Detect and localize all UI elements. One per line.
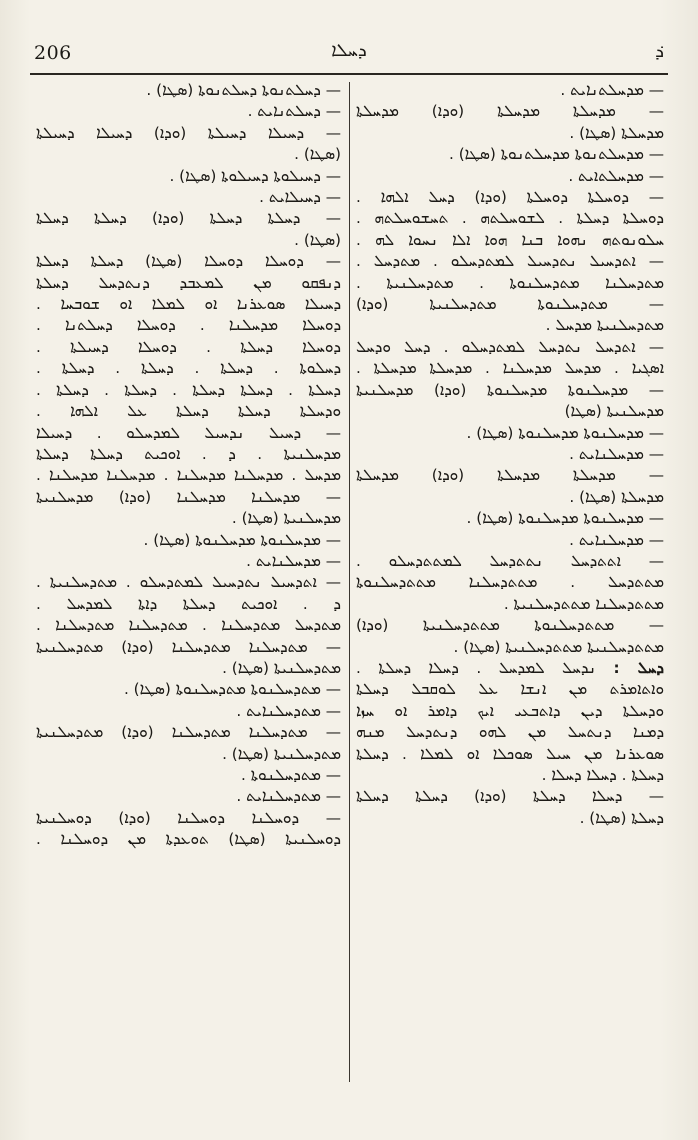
dictionary-line: ܡܕܚܠܢܝܬܐ (ܣܛܐ): [564, 402, 664, 421]
dictionary-line: — ܡܬܕܚܠܢܐ ܡܬܕܚܠܢܐ (ܘܕܐ) ܡܬܕܚܠܢܝܬܐ: [36, 723, 341, 742]
dictionary-line: ܕܡܢܐ ܕܢܬܚܠ ܡܢ ܠܗܘ ܕܢܬܕܚܠ ܡܢܗ: [356, 723, 664, 742]
dictionary-line: — ܐܬܕܚܠ ܢܬܕܚܠ ܠܡܬܕܚܠܘ . ܕܚܠ ܘܕܚܠ: [356, 337, 664, 356]
dictionary-line: — ܕܚܝܠ ܢܕܚܝܠ ܠܡܕܚܠܘ . ܕܚܝܠܐ: [36, 423, 341, 442]
dictionary-line: — ܡܕܚܠܢܘܬܐ ܡܕܚܠܢܘܬܐ (ܘܕܐ) ܡܕܚܠܢܝܬܐ: [356, 380, 664, 399]
dictionary-line: — ܡܬܕܚܠܢܐܝܬ .: [236, 787, 341, 806]
page-header: [30, 38, 668, 70]
dictionary-line: ܡܬܕܚܠܢܐ ܡܬܕܚܠܢܘܬܐ . ܡܬܕܚܠܢܝܬܐ .: [356, 273, 664, 292]
running-head: ܕܚܠܐ: [331, 40, 367, 61]
left-column: [36, 80, 341, 1104]
dictionary-line: — ܕܘܚܠܐ ܕܘܚܠܐ (ܣܛܐ) ܕܚܠܬܐ ܕܚܠܬܐ: [36, 252, 341, 271]
dictionary-line: — ܡܬܬܕܚܠܢܘܬܐ ܡܬܬܕܚܠܢܝܬܐ (ܘܕܐ): [356, 616, 664, 635]
dictionary-line: ܕܘܚܠܢܝܬܐ (ܣܛܐ) ܬܘܥܕܬܐ ܡܢ ܕܘܚܠܢܐ .: [36, 830, 341, 849]
dictionary-line: ܡܕܚܠܢܝܬܐ (ܣܛܐ) .: [231, 509, 341, 528]
dictionary-line: ܚܠܘܢܘܬܗ ܢܗܘܐ ܒܢܐ ܗܘܐ ܐܠܐ ܢܚܘܐ ܠܗ .: [356, 230, 664, 249]
dictionary-line: — ܕܚܠܬܐ ܕܚܠܬܐ (ܘܕܐ) ܕܚܠܬܐ ܕܚܠܬܐ: [36, 209, 341, 228]
dictionary-line: — ܡܕܚܠܢܐ ܡܕܚܠܢܐ (ܘܕܐ) ܡܕܚܠܢܝܬܐ: [36, 487, 341, 506]
dictionary-line: ܕܚܠܬܐ . ܕܚܠܬܐ ܕܚܠܬܐ . ܕܚܠܬܐ . ܕܚܠܬܐ .: [36, 380, 341, 399]
dictionary-line: — ܡܕܚܠܢܐܝܬ .: [569, 444, 664, 463]
dictionary-line: ܡܬܕܚܠܢܝܬܐ ܡܕܚܠ .: [545, 316, 664, 335]
dictionary-line: ܡܬܕܚܠ ܡܬܕܚܠܢܐ . ܡܬܕܚܠܢܐ ܡܬܕܚܠܢܐ .: [36, 616, 341, 635]
dictionary-line: — ܡܕܚܠܬܢܘܬܐ ܡܕܚܠܬܢܘܬܐ (ܣܛܐ) .: [448, 145, 664, 164]
dictionary-line: — ܕܚܝܠܘܬܐ ܕܚܝܠܘܬܐ (ܣܛܐ) .: [169, 166, 341, 185]
dictionary-line: — ܡܬܕܚܠܢܐ ܡܬܕܚܠܢܐ (ܘܕܐ) ܡܬܕܚܠܢܝܬܐ: [36, 637, 341, 656]
dictionary-line: ܕܢܦܩܘ ܡܢ ܠܡܥܒܕ ܕܢܬܕܚܠ ܕܚܠܬܐ: [36, 273, 341, 292]
dictionary-line: — ܕܚܠܬܢܐܝܬ .: [247, 102, 341, 121]
dictionary-line: — ܐܬܕܚܝܠ ܢܬܕܚܝܠ ܠܡܬܕܚܠܘ . ܡܬܕܚܠ .: [356, 252, 664, 271]
dictionary-line: — ܕܚܝܠܐ ܕܚܝܠܬܐ (ܘܕܐ) ܕܚܝܠܐ ܕܚܝܠܬܐ: [36, 123, 341, 142]
dictionary-line: (ܣܛܐ) .: [294, 145, 341, 164]
column-divider: [349, 82, 350, 1082]
dictionary-line: ܡܬܕܚܠܢܝܬܐ (ܣܛܐ) .: [222, 744, 341, 763]
dictionary-line: ܕܚܠܬܐ . ܕܚܠܐ ܕܚܠܐ .: [541, 766, 664, 784]
dictionary-line: ܕܘܚܠܐ ܕܚܠܬܐ . ܕܘܚܠܐ ܕܚܝܠܬܐ .: [36, 337, 341, 356]
dictionary-line: — ܐܬܬܕܚܠ ܢܬܬܕܚܠ ܠܡܬܬܕܚܠܘ .: [356, 551, 664, 570]
dictionary-line: ܕܚܠܘܬܐ . ܕܚܠܬܐ . ܕܚܠܬܐ . ܕܚܠܬܐ .: [36, 359, 341, 378]
dictionary-line: — ܡܕܚܠܢܐܝܬ .: [246, 551, 341, 570]
page-number: 206: [34, 42, 72, 64]
dictionary-line: ܡܬܬܕܚܠܢܝܬܐ ܡܬܬܕܚܠܢܝܬܐ (ܣܛܐ) .: [453, 637, 664, 656]
dictionary-line: ܘܕܚܠܬܐ ܕܚܠܬܐ ܕܚܠܬܐ ܥܠ ܐܠܗܐ .: [36, 402, 341, 421]
dictionary-line: ܕܚܠܬܐ (ܣܛܐ) .: [579, 808, 664, 827]
dictionary-line: ܕܘܚܠܐ ܡܕܚܠܢܐ . ܕܘܚܠܐ ܕܚܠܬܢܐ .: [36, 316, 341, 335]
dictionary-line: — ܡܕܚܠܢܘܬܐ ܡܕܚܠܢܘܬܐ (ܣܛܐ) .: [466, 423, 664, 442]
dictionary-line: — ܡܕܚܠܬܐܝܬ .: [568, 166, 664, 185]
dictionary-line: — ܕܚܝܠܐܝܬ .: [259, 188, 341, 207]
dictionary-line: — ܡܬܕܚܠܢܘܬܐ ܡܬܕܚܠܢܘܬܐ (ܣܛܐ) .: [123, 680, 341, 699]
dictionary-line: — ܕܚܠܐ ܕܚܠܬܐ (ܘܕܐ) ܕܚܠܬܐ ܕܚܠܬܐ: [356, 787, 664, 806]
dictionary-line: ܡܕܚܠ . ܡܕܚܠܢܐ ܡܕܚܠܢܐ . ܡܕܚܠܢܐ ܡܕܚܠܢܐ .: [36, 466, 341, 485]
dictionary-line: ܡܕܚܠܬܐ (ܣܛܐ) .: [569, 123, 664, 142]
headword: ܕܚܠ :: [613, 658, 664, 677]
dictionary-line: ܐܣܓܝܐ . ܡܕܚܠ ܡܕܚܠܢܐ . ܡܕܚܠܬܐ ܡܕܚܠܬܐ .: [356, 359, 664, 378]
dictionary-line: ܕܚܠ : ܢܕܚܠ ܠܡܕܚܠ . ܕܚܠܐ ܕܚܠܬܐ .: [356, 658, 664, 677]
dictionary-line: ܡܕܚܠܢܝܬܐ . ܕ . ܐܘܟܝܬ ܕܚܠܬܐ ܕܚܠܬܐ: [36, 444, 341, 463]
dictionary-line: — ܡܬܕܚܠܢܐܝܬ .: [236, 701, 341, 720]
dictionary-line: — ܕܘܚܠܢܐ ܕܘܚܠܢܐ (ܘܕܐ) ܕܘܚܠܢܝܬܐ: [36, 808, 341, 827]
dictionary-line: — ܡܕܚܠܬܐ ܡܕܚܠܬܐ (ܘܕܐ) ܡܕܚܠܬܐ: [356, 102, 664, 121]
dictionary-line: — ܐܬܕܚܝܠ ܢܬܕܚܝܠ ܠܡܬܕܚܠܘ . ܡܬܕܚܠܢܝܬܐ .: [36, 573, 341, 592]
dictionary-line: ܕܚܝܠܐ ܣܘܥܪܢܐ ܐܘ ܠܡܠܐ ܐܘ ܫܘܒܚܐ .: [36, 295, 341, 314]
section-letter: ܕ݁: [655, 41, 664, 62]
dictionary-line: ܕ . ܐܘܟܝܬ ܕܚܠܬܐ ܕܐܬܐ ܠܡܕܚܠ .: [36, 594, 341, 613]
dictionary-line: — ܡܕܚܠܢܘܬܐ ܡܕܚܠܢܘܬܐ (ܣܛܐ) .: [143, 530, 341, 549]
dictionary-line: ܘܐܬܐܡܪܬ ܡܢ ܐܢܫܐ ܥܠ ܠܘܩܒܠ ܕܚܠܬܐ: [356, 680, 664, 699]
dictionary-line: ܡܕܚܠܬܐ (ܣܛܐ) .: [569, 487, 664, 506]
dictionary-line: — ܕܘܚܠܬܐ ܕܘܚܠܬܐ (ܘܕܐ) ܕܚܠ ܐܠܗܐ .: [356, 188, 664, 207]
dictionary-line: ܡܬܕܚܠܢܝܬܐ (ܣܛܐ) .: [222, 658, 341, 677]
dictionary-line: ܡܬܬܕܚܠ . ܡܬܬܕܚܠܢܐ ܡܬܬܕܚܠܢܘܬܐ: [356, 573, 664, 592]
dictionary-line: ܡܬܬܕܚܠܢܐ ܡܬܬܕܚܠܢܝܬܐ .: [503, 594, 664, 613]
dictionary-line: (ܣܛܐ) .: [294, 230, 341, 249]
dictionary-line: — ܡܕܚܠܢܘܬܐ ܡܕܚܠܢܘܬܐ (ܣܛܐ) .: [466, 509, 664, 528]
header-rule: [30, 73, 668, 75]
dictionary-line: — ܕܚܠܬܢܘܬܐ ܕܚܠܬܢܘܬܐ (ܣܛܐ) .: [146, 81, 341, 99]
right-column: [356, 80, 664, 1104]
dictionary-line: — ܡܕܚܠܬܐ ܡܕܚܠܬܐ (ܘܕܐ) ܡܕܚܠܬܐ: [356, 466, 664, 485]
dictionary-line: ܕܘܚܠܬܐ ܕܚܠܬܐ . ܠܫܘܚܠܬܗ . ܬܚܫܘܚܠܬܗ .: [356, 209, 664, 228]
dictionary-line: — ܡܕܚܠܬܢܐܝܬ .: [560, 81, 664, 99]
dictionary-line: — ܡܬܕܚܠܢܘܬܐ .: [240, 766, 341, 784]
dictionary-line: ܘܕܚܠܬܐ ܕܝܢ ܕܐܬܒܥܝ ܐܝܟ ܕܐܡܪ ܐܘ ܚܙܐ: [356, 701, 664, 720]
dictionary-line: — ܡܬܕܚܠܢܘܬܐ ܡܬܕܚܠܢܝܬܐ (ܘܕܐ): [356, 295, 664, 314]
dictionary-line: ܣܘܥܪܢܐ ܡܢ ܚܝܠ ܣܘܟܠܐ ܐܘ ܠܡܠܐ . ܕܚܠܬܐ: [356, 744, 664, 763]
dictionary-line: — ܡܕܚܠܢܐܝܬ .: [569, 530, 664, 549]
